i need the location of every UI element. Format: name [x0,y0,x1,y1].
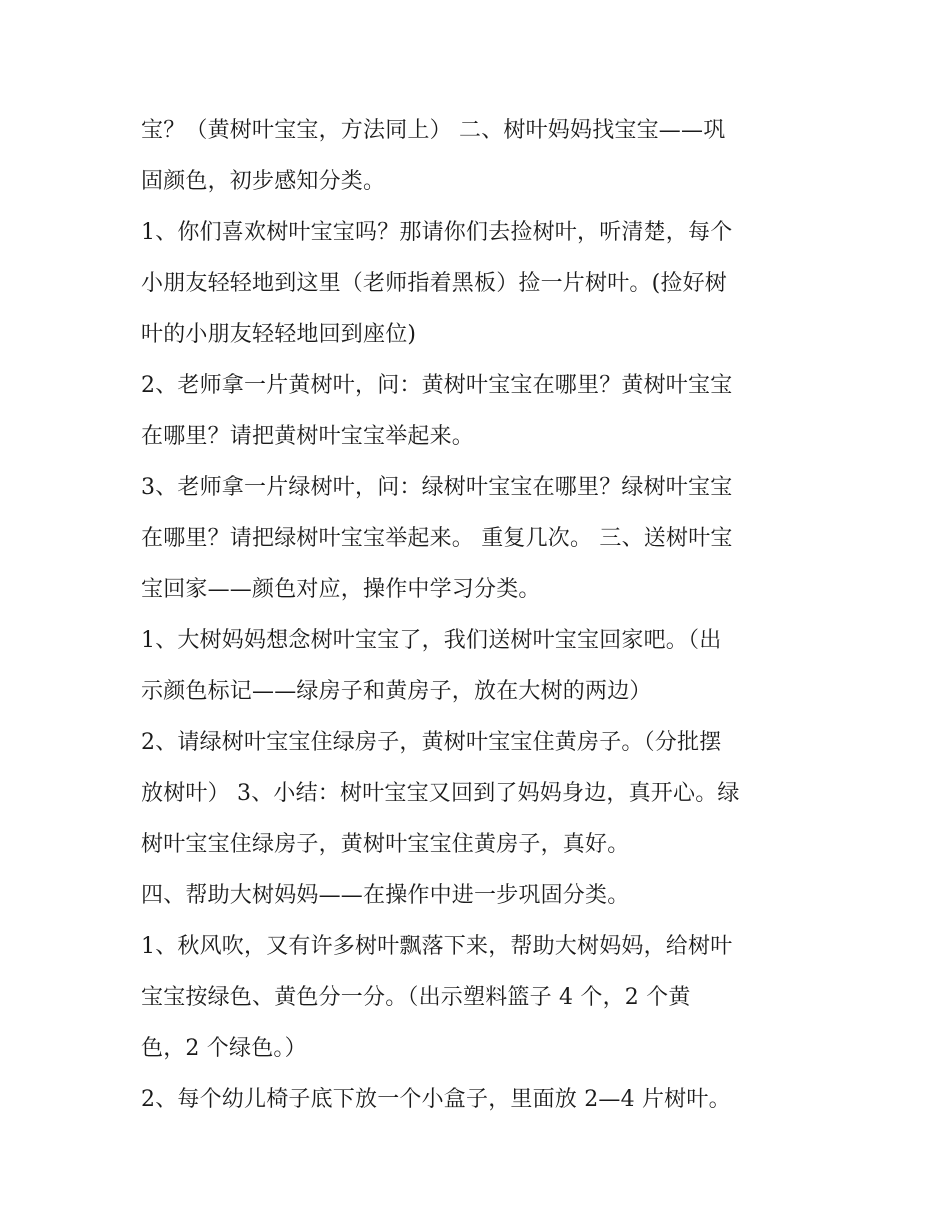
text-line: 色，2 个绿色。） [141,1036,307,1061]
text-line: 树叶宝宝住绿房子，黄树叶宝宝住黄房子，真好。 [141,832,630,857]
text-line: 小朋友轻轻地到这里（老师指着黑板）捡一片树叶。(捡好树 [141,271,727,296]
text-line: 1、秋风吹，又有许多树叶飘落下来，帮助大树妈妈，给树叶 [141,934,733,959]
text-line: 叶的小朋友轻轻地回到座位) [141,322,417,347]
text-line: 放树叶） 3、小结：树叶宝宝又回到了妈妈身边，真开心。绿 [141,781,740,806]
text-line: 宝宝按绿色、黄色分一分。（出示塑料篮子 4 个，2 个黄 [141,985,691,1010]
text-line: 2、老师拿一片黄树叶，问：黄树叶宝宝在哪里？黄树叶宝宝 [141,373,733,398]
text-line: 2、每个幼儿椅子底下放一个小盒子，里面放 2—4 片树叶。 [141,1087,731,1112]
text-line: 1、大树妈妈想念树叶宝宝了，我们送树叶宝宝回家吧。（出 [141,628,722,653]
text-line: 四、帮助大树妈妈——在操作中进一步巩固分类。 [141,883,630,908]
text-line: 在哪里？请把绿树叶宝宝举起来。 重复几次。 三、送树叶宝 [141,526,733,551]
text-line: 在哪里？请把黄树叶宝宝举起来。 [141,424,475,449]
text-line: 1、你们喜欢树叶宝宝吗？那请你们去捡树叶，听清楚，每个 [141,220,733,245]
text-line: 示颜色标记——绿房子和黄房子，放在大树的两边） [141,679,652,704]
text-line: 宝？（黄树叶宝宝，方法同上） 二、树叶妈妈找宝宝——巩 [141,118,726,143]
text-line: 3、老师拿一片绿树叶，问：绿树叶宝宝在哪里？绿树叶宝宝 [141,475,733,500]
text-line: 宝回家——颜色对应，操作中学习分类。 [141,577,541,602]
text-line: 2、请绿树叶宝宝住绿房子，黄树叶宝宝住黄房子。（分批摆 [141,730,722,755]
text-line: 固颜色，初步感知分类。 [141,169,386,194]
document-body [141,105,821,1125]
